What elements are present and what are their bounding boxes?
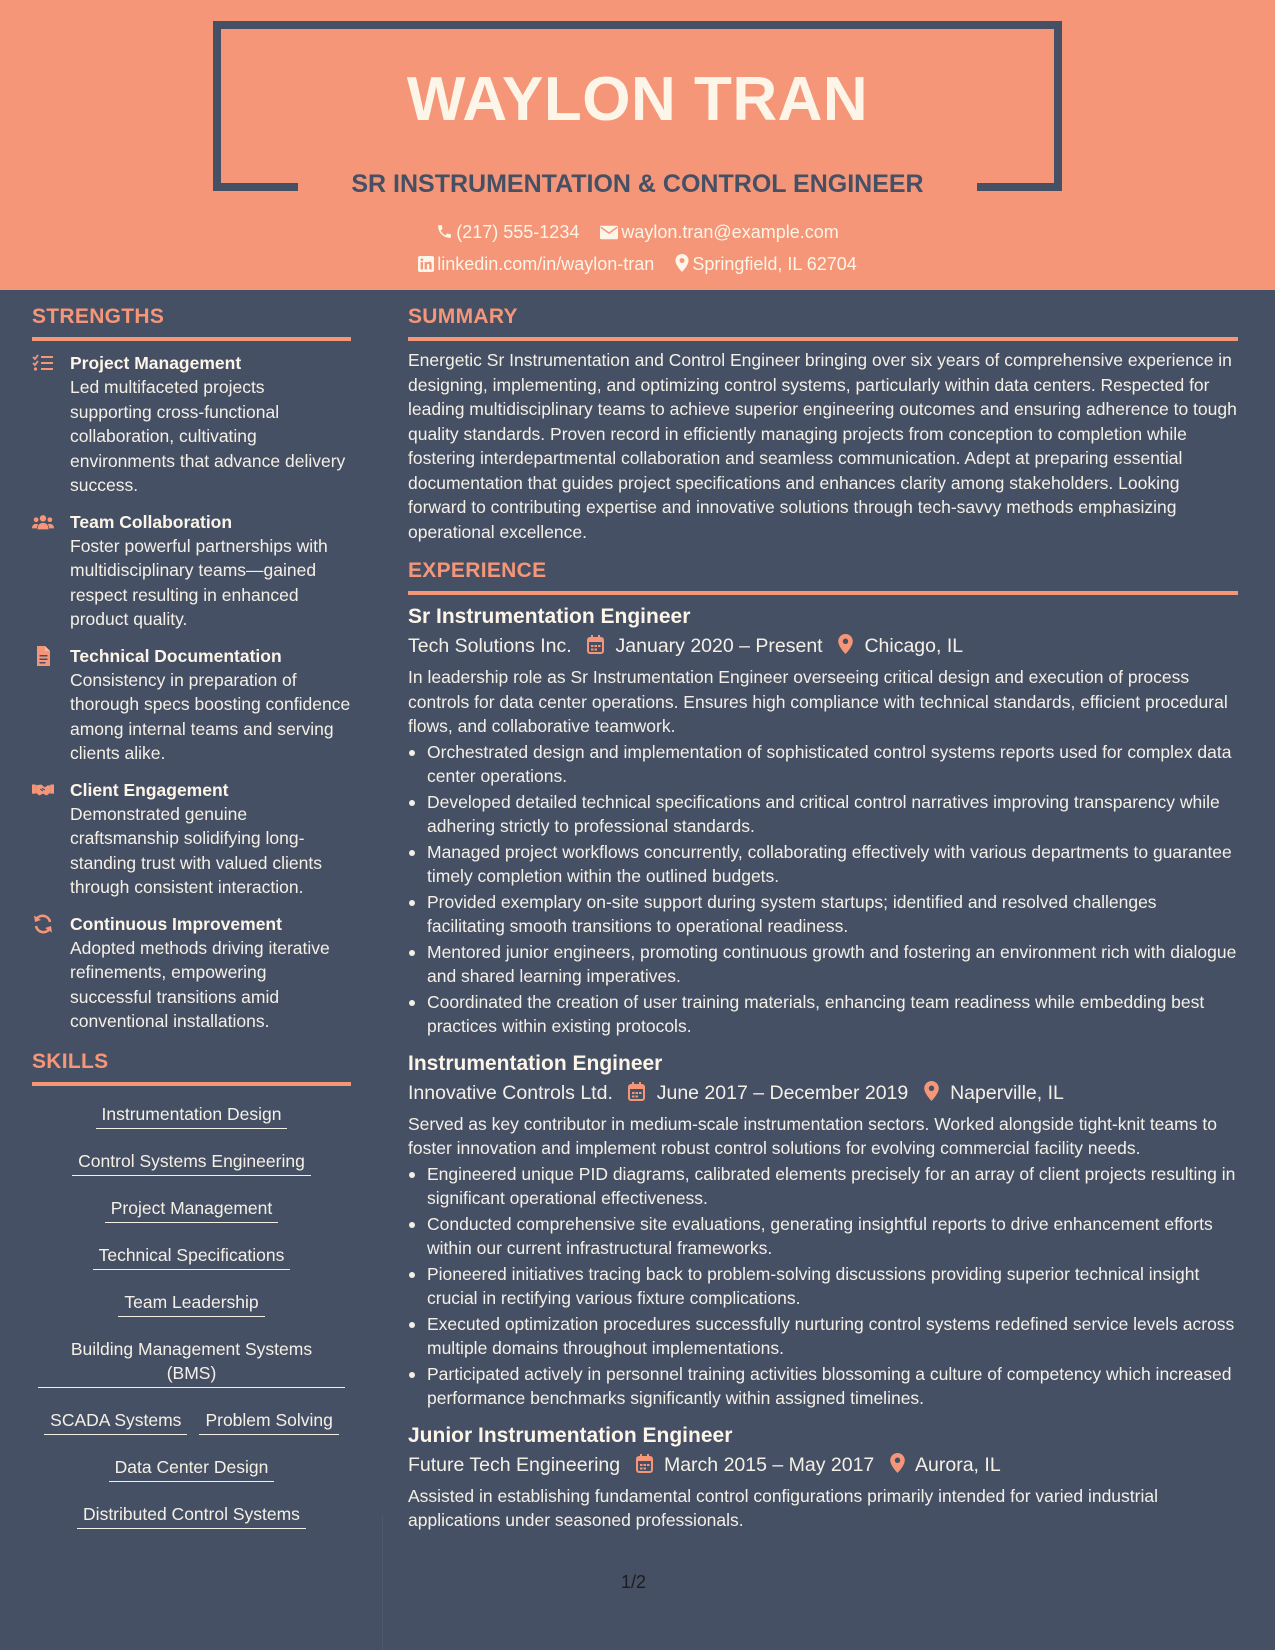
header-frame [213,183,298,191]
job-dates: March 2015 – May 2017 [663,1453,875,1476]
strengths-list [32,351,351,1034]
experience-heading: EXPERIENCE [408,557,1238,595]
job-description: Served as key contributor in medium-scale instrumentation sectors. Worked alongside tight-knit teams to foster innovation and implement robust control solutions for evolving commercial facility needs. [408,1113,1217,1158]
job-dates: June 2017 – December 2019 [656,1081,909,1104]
phone-contact[interactable] [436,220,579,244]
strength-title: Project Management [70,353,242,373]
strength-desc: Foster powerful partnerships with multidisciplinary teams—gained respect resulting in enhanced product quality. [70,535,328,629]
job-entry [408,603,1238,1039]
skills-list [32,1100,351,1547]
contact-row [0,220,1275,244]
strengths-heading: STRENGTHS [32,303,351,341]
location-contact [675,252,856,276]
phone-icon [436,223,453,240]
location-text: Springfield, IL 62704 [692,254,857,274]
checklist-icon [32,353,54,373]
job-meta [408,631,1238,661]
map-pin-icon [924,1081,939,1101]
job-location: Aurora, IL [915,1453,1001,1476]
header-frame [1054,21,1062,191]
map-pin-icon [675,254,689,272]
map-pin-icon [890,1453,905,1473]
strength-title: Client Engagement [70,779,229,800]
job-dates: January 2020 – Present [615,635,823,657]
job-entry [408,1050,1238,1411]
job-bullets [408,1162,1238,1411]
job-description: Assisted in establishing fundamental control configurations primarily intended for varied industrial applications under seasoned professionals. [408,1485,1158,1530]
job-location: Naperville, IL [950,1081,1064,1104]
email-text: waylon.tran@example.com [621,222,839,242]
page-number: 1/2 [621,1572,647,1592]
skill-tag: SCADA Systems [44,1406,187,1435]
skill-tag: Building Management Systems (BMS) [38,1335,345,1388]
summary-text: Energetic Sr Instrumentation and Control Engineer bringing over six years of comprehensive experience in designing, implementing, and optimizing control systems, particularly within data centers. Respected for leading multidisciplinary teams to achieve superior engineering outcomes and ensuring adherence to tough quality standards. Proven record in efficiently managing projects from conception to completion while fostering interdepartmental collaboration and seamless communication. Adept at preparing essential documentation that guides project specifications and enhances clarity among stakeholders. Looking forward to contributing expertise and innovative solutions through tech-savvy methods emphasizing operational excellence. [408,350,1237,542]
phone-text: (217) 555-1234 [456,222,580,242]
strength-title: Continuous Improvement [70,913,282,934]
job-company: Innovative Controls Ltd. [408,1081,613,1104]
strength-item [32,644,351,766]
strength-desc: Led multifaceted projects supporting cross-functional collaboration, cultivating environments that advance delivery success. [70,377,346,495]
job-meta [408,1450,1238,1480]
bullet-item: Engineered unique PID diagrams, calibrated elements precisely for an array of client projects resulting in significant operational effectiveness. [408,1162,1238,1211]
contact-row [0,252,1275,276]
job-role: Instrumentation Engineer [408,1051,663,1075]
job-company: Future Tech Engineering [408,1453,621,1476]
strength-title: Team Collaboration [70,511,233,532]
job-company: Tech Solutions Inc. [408,635,572,657]
strength-title: Technical Documentation [70,645,282,666]
bullet-item: Executed optimization procedures successfully nurturing control systems redefined service levels across multiple domains throughout implementations. [408,1312,1238,1361]
document-icon [32,646,54,666]
job-entry [408,1422,1238,1533]
left-column [32,303,351,1547]
skill-tag: Data Center Design [109,1453,275,1482]
calendar-icon [628,1082,645,1101]
refresh-icon [32,914,54,934]
strength-item [32,351,351,498]
handshake-icon [32,780,54,800]
bullet-item: Conducted comprehensive site evaluations, generating insightful reports to drive enhancement efforts within our current infrastructural frameworks. [408,1212,1238,1261]
header-frame [213,21,1062,29]
job-role: Sr Instrumentation Engineer [408,605,691,628]
linkedin-contact[interactable] [418,252,654,276]
job-role: Junior Instrumentation Engineer [408,1423,733,1447]
map-pin-icon [838,634,853,654]
candidate-name: WAYLON TRAN [406,65,869,134]
calendar-icon [587,635,604,654]
strength-item [32,510,351,632]
linkedin-text: linkedin.com/in/waylon-tran [437,254,655,274]
bullet-item: Orchestrated design and implementation of sophisticated control systems reports used for complex data center operations. [408,740,1238,789]
skill-tag: Instrumentation Design [96,1100,288,1129]
calendar-icon [636,1454,653,1473]
skill-tag: Technical Specifications [93,1241,291,1270]
users-icon [32,512,54,532]
bullet-item: Mentored junior engineers, promoting continuous growth and fostering an environment rich with dialogue and shared learning imperatives. [408,940,1238,989]
right-column [408,303,1238,1533]
job-location: Chicago, IL [864,635,964,657]
envelope-icon [600,225,618,240]
skills-heading: SKILLS [32,1048,351,1086]
skill-tag: Control Systems Engineering [72,1147,311,1176]
resume-header [0,0,1275,290]
job-bullets [408,740,1238,1039]
bullet-item: Participated actively in personnel training activities blossoming a culture of competency which increased performance benchmarks significantly within assigned timelines. [408,1362,1238,1411]
strength-desc: Demonstrated genuine craftsmanship solidifying long-standing trust with valued clients through consistent interaction. [70,803,322,897]
linkedin-icon [418,256,434,272]
job-description: In leadership role as Sr Instrumentation Engineer overseeing critical design and execution of process controls for data center operations. Ensures high compliance with technical standards, efficient procedural flows, and collaborative teamwork. [408,667,1228,736]
strength-desc: Consistency in preparation of thorough specs boosting confidence among internal teams and serving clients alike. [70,669,351,763]
job-meta [408,1078,1238,1108]
header-frame [213,21,221,191]
summary-heading: SUMMARY [408,303,1238,341]
skill-tag: Problem Solving [199,1406,338,1435]
skill-tag: Distributed Control Systems [77,1500,306,1529]
bullet-item: Developed detailed technical specifications and critical control narratives improving transparency while adhering strictly to professional standards. [408,790,1238,839]
job-title: SR INSTRUMENTATION & CONTROL ENGINEER [351,170,924,198]
bullet-item: Pioneered initiatives tracing back to problem-solving discussions providing superior technical insight crucial in rectifying various fixture complications. [408,1262,1238,1311]
bullet-item: Coordinated the creation of user training materials, enhancing team readiness while embedding best practices within existing protocols. [408,990,1238,1039]
column-divider [382,1515,383,1650]
email-contact[interactable] [600,220,838,244]
bullet-item: Managed project workflows concurrently, collaborating effectively with various departments to guarantee timely completion within the outlined budgets. [408,840,1238,889]
skill-tag: Project Management [105,1194,278,1223]
strength-item [32,912,351,1034]
strength-desc: Adopted methods driving iterative refinements, empowering successful transitions amid conventional installations. [70,937,330,1031]
header-frame [977,183,1062,191]
strength-item [32,778,351,900]
bullet-item: Provided exemplary on-site support during system startups; identified and resolved challenges facilitating smooth transitions to operational readiness. [408,890,1238,939]
skill-tag: Team Leadership [118,1288,264,1317]
